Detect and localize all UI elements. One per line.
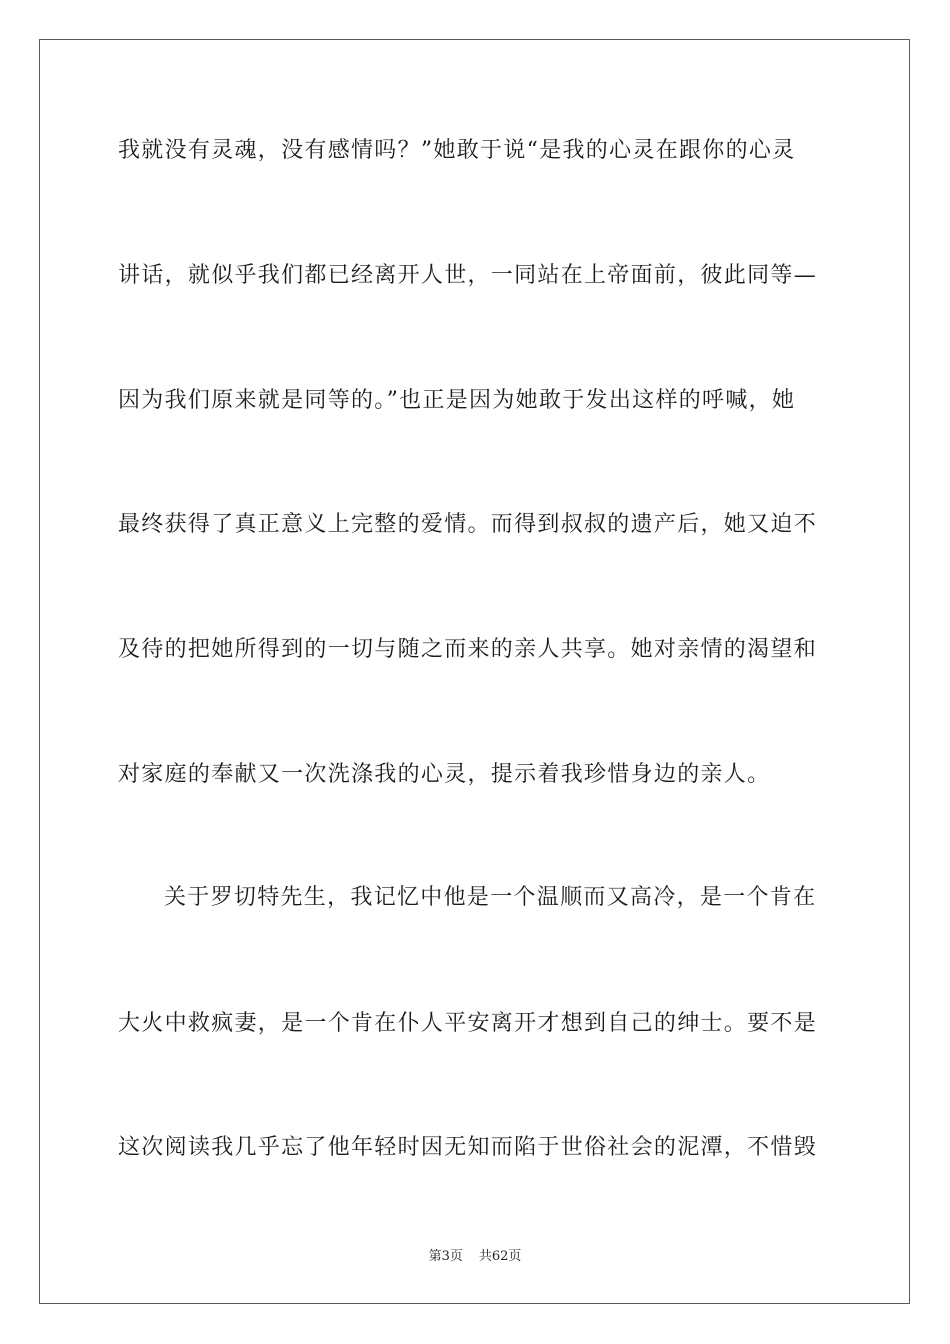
- page-number: 第3页: [428, 1249, 463, 1264]
- text-line-6: 对家庭的奉献又一次洗涤我的心灵，提示着我珍惜身边的亲人。: [118, 762, 771, 787]
- text-line-7-paragraph-start: 关于罗切特先生，我记忆中他是一个温顺而又高冷，是一个肯在: [164, 885, 817, 910]
- page-footer: [0, 1248, 950, 1266]
- text-line-3: 因为我们原来就是同等的。”也正是因为她敢于发出这样的呼喊，她: [118, 388, 796, 413]
- text-line-5: 及待的把她所得到的一切与随之而来的亲人共享。她对亲情的渴望和: [118, 637, 818, 662]
- text-line-9: 这次阅读我几乎忘了他年轻时因无知而陷于世俗社会的泥潭，不惜毁: [118, 1135, 818, 1160]
- text-line-2: 讲话，就似乎我们都已经离开人世，一同站在上帝面前，彼此同等—: [118, 263, 818, 288]
- page-total: 共62页: [478, 1249, 522, 1264]
- text-line-1: 我就没有灵魂，没有感情吗？”她敢于说“是我的心灵在跟你的心灵: [118, 138, 796, 163]
- text-line-4: 最终获得了真正意义上完整的爱情。而得到叔叔的遗产后，她又迫不: [118, 512, 818, 537]
- page-border: [39, 39, 910, 1304]
- text-line-8: 大火中救疯妻，是一个肯在仆人平安离开才想到自己的绅士。要不是: [118, 1011, 818, 1036]
